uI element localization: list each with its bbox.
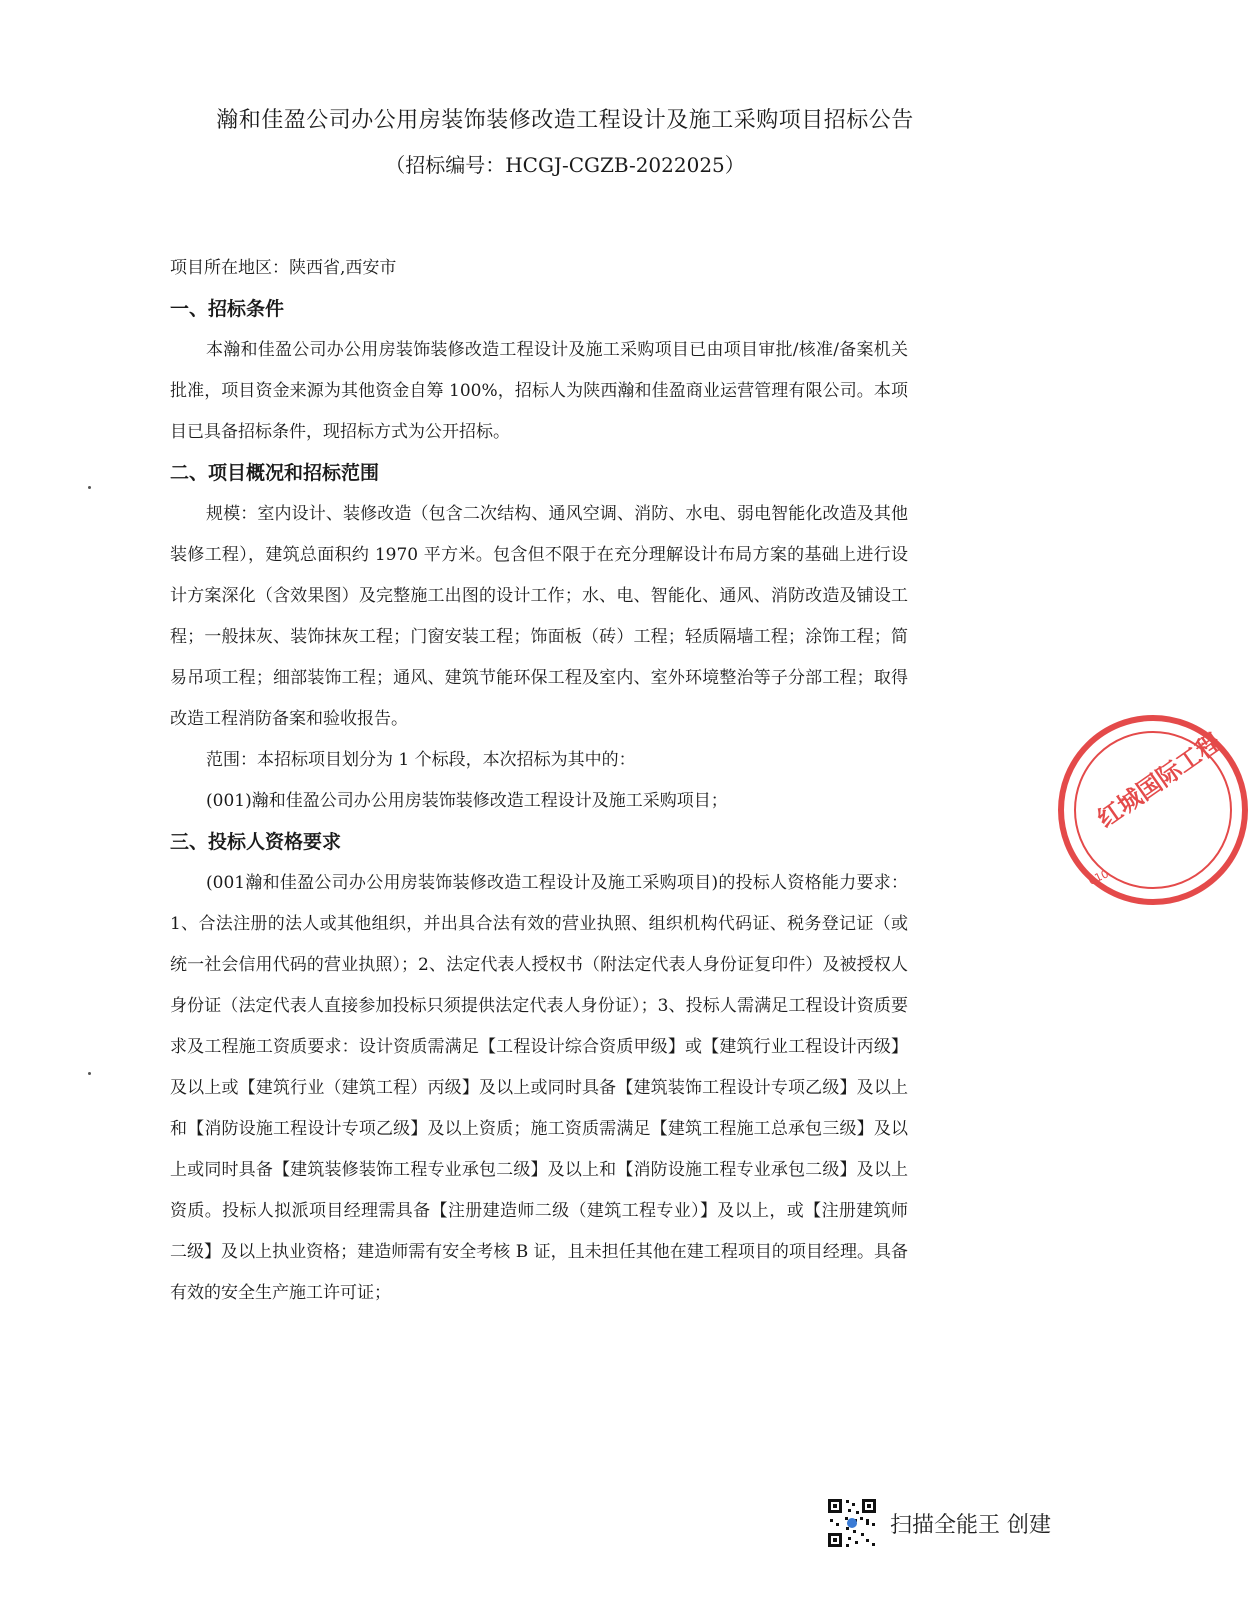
- seal-text: 红城国际工程: [1092, 727, 1227, 834]
- section-2-scale-paragraph: 规模：室内设计、装修改造（包含二次结构、通风空调、消防、水电、弱电智能化改造及其他装修工程），建筑总面积约 1970 平方米。包含但不限于在充分理解设计布局方案的基础上进行设计方案深化（含效果图）及完整施工出图的设计工作；水、电、智能化、通风、消防改造及铺设工程；一般抹灰、装饰抹灰工程；门窗安装工程；饰面板（砖）工程；轻质隔墙工程；涂饰工程；简易吊项工程；细部装饰工程；通风、建筑节能环保工程及室内、室外环境整治等子分部工程；取得改造工程消防备案和验收报告。: [170, 504, 908, 729]
- scan-speck: [88, 1072, 91, 1075]
- scanner-label: 扫描全能王 创建: [890, 1512, 1051, 1538]
- tender-number: （招标编号：HCGJ-CGZB-2022025）: [385, 153, 745, 177]
- qr-code-icon: [826, 1497, 878, 1549]
- section-3-heading: 三、投标人资格要求: [170, 831, 342, 853]
- section-2-lot-paragraph: (001)瀚和佳盈公司办公用房装饰装修改造工程设计及施工采购项目；: [206, 791, 728, 811]
- document-body: [170, 248, 908, 1314]
- section-2-heading: 二、项目概况和招标范围: [170, 462, 380, 484]
- company-seal: [1058, 715, 1248, 905]
- scan-speck: [88, 486, 91, 489]
- project-region: 项目所在地区：陕西省,西安市: [170, 258, 397, 278]
- document-title: 瀚和佳盈公司办公用房装饰装修改造工程设计及施工采购项目招标公告: [216, 108, 914, 133]
- section-2-scope-paragraph: 范围：本招标项目划分为 1 个标段，本次招标为其中的：: [206, 750, 636, 770]
- section-1-heading: 一、招标条件: [170, 298, 285, 320]
- scanner-watermark: [826, 1497, 1051, 1549]
- seal-number: 610: [1086, 867, 1111, 888]
- section-3-paragraph: (001瀚和佳盈公司办公用房装饰装修改造工程设计及施工采购项目)的投标人资格能力要求：1、合法注册的法人或其他组织，并出具合法有效的营业执照、组织机构代码证、税务登记证（或统一社会信用代码的营业执照）；2、法定代表人授权书（附法定代表人身份证复印件）及被授权人身份证（法定代表人直接参加投标只须提供法定代表人身份证）；3、投标人需满足工程设计资质要求及工程施工资质要求：设计资质需满足【工程设计综合资质甲级】或【建筑行业工程设计丙级】及以上或【建筑行业（建筑工程）丙级】及以上或同时具备【建筑装饰工程设计专项乙级】及以上和【消防设施工程设计专项乙级】及以上资质；施工资质需满足【建筑工程施工总承包三级】及以上或同时具备【建筑装修装饰工程专业承包二级】及以上和【消防设施工程专业承包二级】及以上资质。投标人拟派项目经理需具备【注册建造师二级（建筑工程专业）】及以上，或【注册建筑师二级】及以上执业资格；建造师需有安全考核 B 证，且未担任其他在建工程项目的项目经理。具备有效的安全生产施工许可证；: [170, 873, 908, 1303]
- section-1-paragraph: 本瀚和佳盈公司办公用房装饰装修改造工程设计及施工采购项目已由项目审批/核准/备案机关批准，项目资金来源为其他资金自筹 100%，招标人为陕西瀚和佳盈商业运营管理有限公司。本项目已具备招标条件，现招标方式为公开招标。: [170, 340, 908, 442]
